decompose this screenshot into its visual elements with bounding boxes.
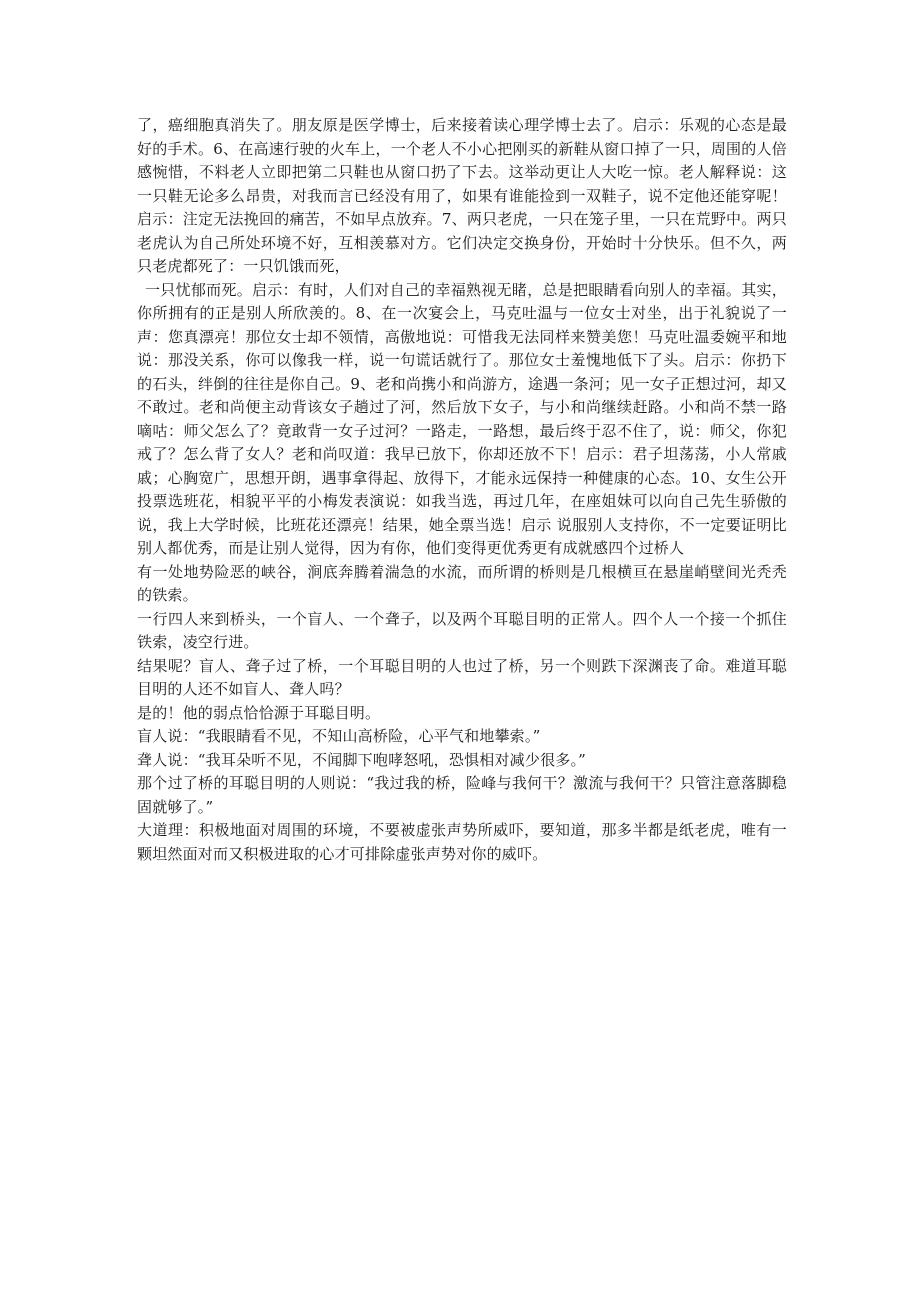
paragraph-survivor-quote: 那个过了桥的耳聪目明的人则说：“我过我的桥，险峰与我何干？激流与我何干？只管注意落脚稳固就够了。”	[137, 774, 787, 816]
paragraph-moral: 大道理：积极地面对周围的环境，不要被虚张声势所威吓，要知道，那多半都是纸老虎，唯有一颗坦然面对而又积极进取的心才可排除虚张声势对你的威吓。	[137, 821, 787, 863]
paragraph-blind-quote: 盲人说：“我眼睛看不见，不知山高桥险，心平气和地攀索。”	[137, 727, 541, 745]
paragraph-deaf-quote: 聋人说：“我耳朵听不见，不闻脚下咆哮怒吼，恐惧相对减少很多。”	[137, 750, 587, 769]
paragraph-result: 结果呢？盲人、聋子过了桥，一个耳聪目明的人也过了桥，另一个则跌下深渊丧了命。难道耳聪目明的人还不如盲人、聋人吗？	[137, 656, 787, 698]
paragraph-four-people: 一行四人来到桥头，一个盲人、一个聋子，以及两个耳聪目明的正常人。四个人一个接一个抓住铁索，凌空行进。	[137, 609, 787, 651]
paragraph-answer: 是的！他的弱点恰恰源于耳聪目明。	[137, 703, 381, 722]
paragraph-canyon: 有一处地势险恶的峡谷，涧底奔腾着湍急的水流，而所谓的桥则是几根横亘在悬崖峭壁间光秃秃的铁索。	[137, 562, 787, 604]
paragraph-stories-8-10: 一只忧郁而死。启示：有时，人们对自己的幸福熟视无睹，总是把眼睛看向别人的幸福。其实，你所拥有的正是别人所欣羡的。8、在一次宴会上，马克吐温与一位女士对坐，出于礼貌说了一声：您真漂亮！那位女士却不领情，高傲地说：可惜我无法同样来赞美您！马克吐温委婉平和地说：那没关系，你可以像我一样，说一句谎话就行了。那位女士羞愧地低下了头。启示：你扔下的石头，绊倒的往往是你自己。9、老和尚携小和尚游方，途遇一条河；见一女子正想过河，却又不敢过。老和尚便主动背该女子趟过了河，然后放下女子，与小和尚继续赶路。小和尚不禁一路嘀咕：师父怎么了？竟敢背一女子过河？一路走，一路想，最后终于忍不住了，说：师父，你犯戒了？怎么背了女人？老和尚叹道：我早已放下，你却还放不下！启示：君子坦荡荡，小人常戚戚；心胸宽广，思想开朗，遇事拿得起、放得下，才能永远保持一种健康的心态。10、女生公开投票选班花，相貌平平的小梅发表演说：如我当选，再过几年，在座姐妹可以向自己先生骄傲的说，我上大学时候，比班花还漂亮！结果，她全票当选！启示 说服别人支持你，不一定要证明比别人都优秀，而是让别人觉得，因为有你，他们变得更优秀更有成就感四个过桥人	[137, 280, 787, 557]
paragraph-stories-6-7: 了，癌细胞真消失了。朋友原是医学博士，后来接着读心理学博士去了。启示：乐观的心态是最好的手术。6、在高速行驶的火车上，一个老人不小心把刚买的新鞋从窗口掉了一只，周围的人倍感惋惜，不料老人立即把第二只鞋也从窗口扔了下去。这举动更让人大吃一惊。老人解释说：这一只鞋无论多么昂贵，对我而言已经没有用了，如果有谁能捡到一双鞋子，说不定他还能穿呢！启示：注定无法挽回的痛苦，不如早点放弃。7、两只老虎，一只在笼子里，一只在荒野中。两只老虎认为自己所处环境不好，互相羡慕对方。它们决定交换身份，开始时十分快乐。但不久，两只老虎都死了：一只饥饿而死，	[137, 116, 787, 275]
document-page	[137, 114, 787, 866]
